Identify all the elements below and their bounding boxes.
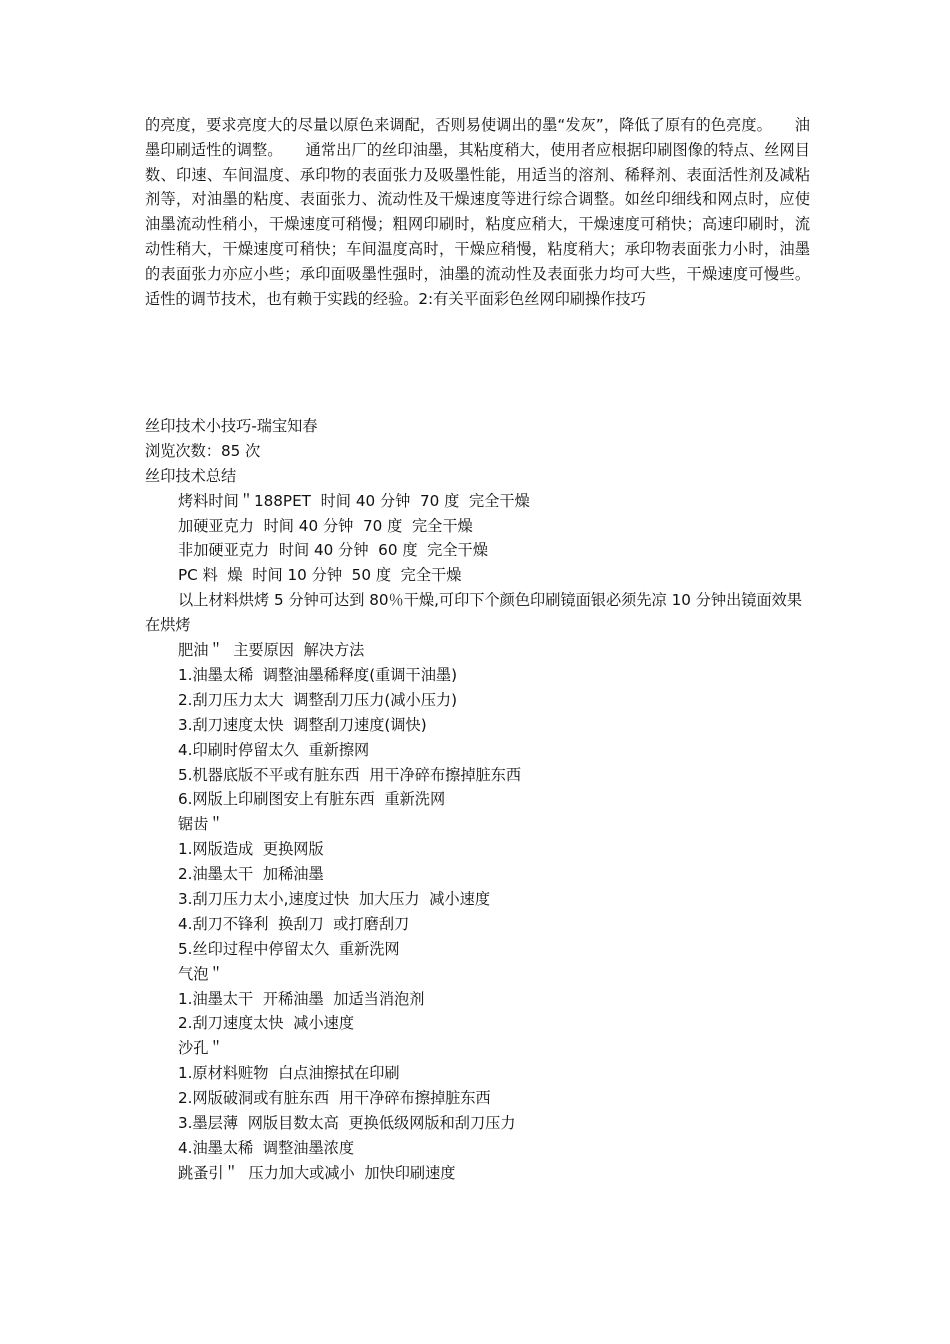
group-heading: 气泡＂ bbox=[178, 964, 224, 983]
list-item: 6.网版上印刷图安上有脏东西 重新洗网 bbox=[178, 790, 446, 809]
view-count: 浏览次数：85 次 bbox=[145, 441, 261, 460]
list-item: 2.网版破洞或有脏东西 用干净碎布擦掉脏东西 bbox=[178, 1089, 491, 1108]
summary-heading: 丝印技术总结 bbox=[145, 466, 237, 485]
article-title: 丝印技术小技巧-瑞宝知春 bbox=[145, 417, 318, 435]
group-heading: 肥油＂ 主要原因 解决方法 bbox=[178, 641, 365, 660]
list-item: 1.原材料赃物 白点油擦拭在印刷 bbox=[178, 1064, 400, 1083]
bake-note: 以上材料烘烤 5 分钟可达到 80％干燥,可印下个颜色印刷镜面银必须先凉 10 分钟出镜面效果 在烘烤 bbox=[145, 591, 803, 635]
bake-line: 加硬亚克力 时间 40 分钟 70 度 完全干燥 bbox=[178, 516, 473, 535]
list-item: 2.刮刀速度太快 减小速度 bbox=[178, 1014, 355, 1033]
list-item: 3.墨层薄 网版目数太高 更换低级网版和刮刀压力 bbox=[178, 1113, 516, 1132]
list-item: 4.油墨太稀 调整油墨浓度 bbox=[178, 1138, 355, 1157]
list-item: 3.刮刀速度太快 调整刮刀速度(调快) bbox=[178, 715, 427, 734]
list-item: 1.油墨太稀 调整油墨稀释度(重调干油墨) bbox=[178, 665, 457, 684]
article-section bbox=[145, 414, 810, 1186]
list-item: 5.机器底版不平或有脏东西 用干净碎布擦掉脏东西 bbox=[178, 765, 522, 784]
bake-line: PC 料 燥 时间 10 分钟 50 度 完全干燥 bbox=[178, 566, 462, 585]
list-item: 2.刮刀压力太大 调整刮刀压力(减小压力) bbox=[178, 690, 457, 709]
list-item: 1.油墨太干 开稀油墨 加适当消泡剂 bbox=[178, 989, 425, 1008]
list-item: 5.丝印过程中停留太久 重新洗网 bbox=[178, 939, 400, 958]
group-heading: 沙孔＂ bbox=[178, 1039, 224, 1058]
bake-line: 非加硬亚克力 时间 40 分钟 60 度 完全干燥 bbox=[178, 541, 488, 560]
group-heading: 跳蚤引＂ 压力加大或减小 加快印刷速度 bbox=[178, 1163, 456, 1182]
list-item: 1.网版造成 更换网版 bbox=[178, 840, 324, 859]
list-item: 4.刮刀不锋利 换刮刀 或打磨刮刀 bbox=[178, 914, 410, 933]
intro-block bbox=[145, 113, 810, 311]
list-item: 2.油墨太干 加稀油墨 bbox=[178, 865, 324, 884]
list-item: 4.印刷时停留太久 重新擦网 bbox=[178, 740, 370, 759]
intro-paragraph: 的亮度，要求亮度大的尽量以原色来调配，否则易使调出的墨“发灰”，降低了原有的色亮度。 油墨印刷适性的调整。 通常出厂的丝印油墨，其粘度稍大，使用者应根据印刷图像的特点、丝网目数、印速、车间温度、承印物的表面张力及吸墨性能，用适当的溶剂、稀释剂、表面活性剂及减粘剂等，对油墨的粘度、表面张力、流动性及干燥速度等进行综合调整。如丝印细线和网点时，应使油墨流动性稍小，干燥速度可稍慢；粗网印刷时，粘度应稍大，干燥速度可稍快；高速印刷时，流动性稍大，干燥速度可稍快；车间温度高时，干燥应稍慢，粘度稍大；承印物表面张力小时，油墨的表面张力亦应小些；承印面吸墨性强时，油墨的流动性及表面张力均可大些，干燥速度可慢些。适性的调节技术，也有赖于实践的经验。2:有关平面彩色丝网印刷操作技巧 bbox=[145, 116, 810, 308]
group-heading: 锯齿＂ bbox=[178, 815, 224, 834]
bake-line: 烤料时间＂188PET 时间 40 分钟 70 度 完全干燥 bbox=[178, 491, 530, 510]
list-item: 3.刮刀压力太小,速度过快 加大压力 减小速度 bbox=[178, 889, 491, 908]
